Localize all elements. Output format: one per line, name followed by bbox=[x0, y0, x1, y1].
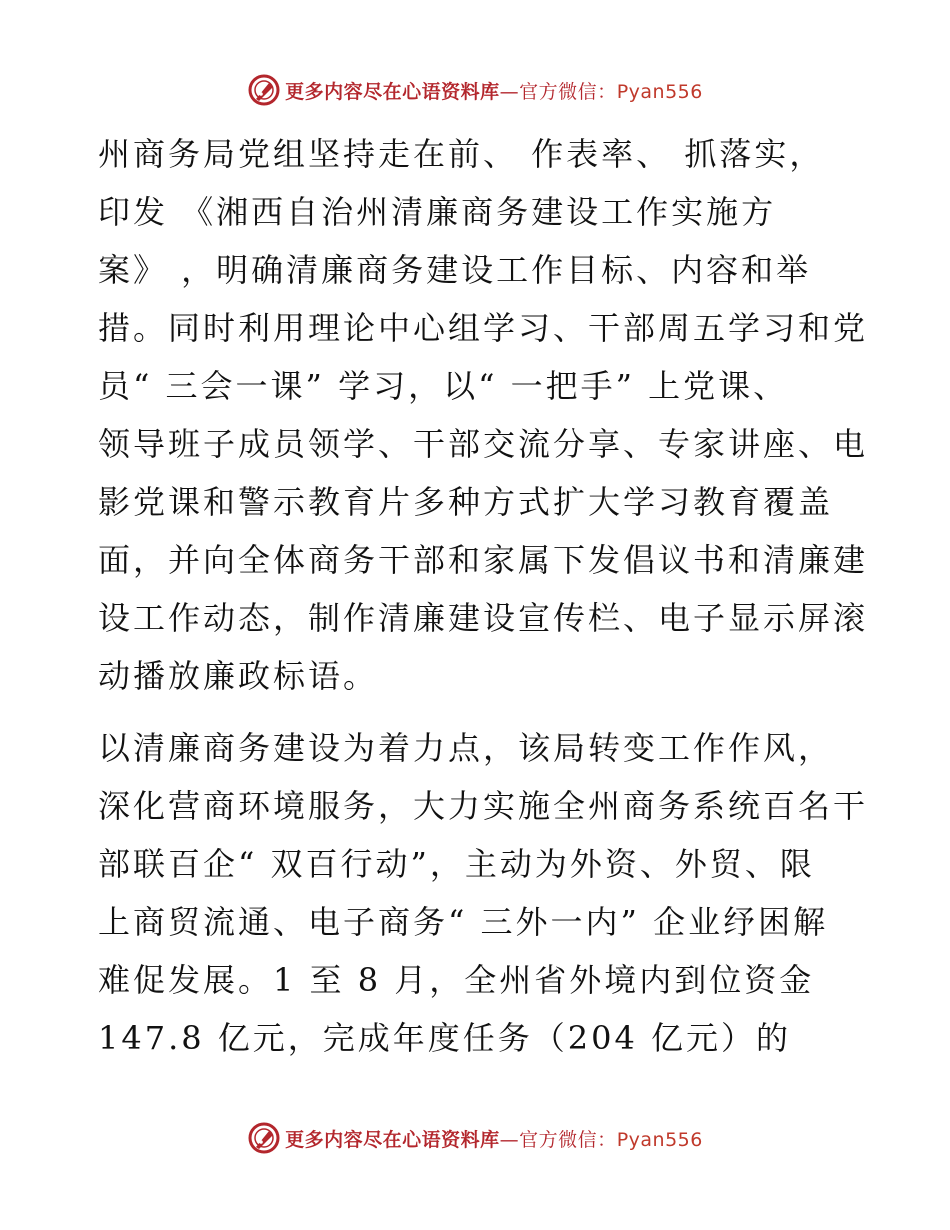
text-line: 案》 ，明确清廉商务建设工作目标、内容和举 bbox=[98, 251, 812, 289]
text-line: 以清廉商务建设为着力点，该局转变工作作风， bbox=[98, 729, 834, 767]
header-watermark bbox=[0, 70, 950, 110]
watermark-main: 更多内容尽在心语资料库 bbox=[285, 80, 500, 103]
paragraph-gap bbox=[98, 705, 858, 719]
text-line: 动播放廉政标语。 bbox=[98, 657, 379, 695]
watermark-id: Pyan556 bbox=[616, 1128, 703, 1151]
footer-watermark bbox=[0, 1118, 950, 1158]
text-line: 设工作动态，制作清廉建设宣传栏、电子显示屏滚 bbox=[98, 599, 869, 637]
text-line: 难促发展。1 至 8 月，全州省外境内到位资金 bbox=[98, 961, 815, 999]
watermark-text bbox=[285, 1125, 703, 1152]
watermark-separator: — bbox=[499, 80, 520, 103]
text-line: 147.8 亿元，完成年度任务（204 亿元）的 bbox=[98, 1019, 792, 1057]
text-line: 印发 《湘西自治州清廉商务建设工作实施方 bbox=[98, 193, 777, 231]
text-line: 影党课和警示教育片多种方式扩大学习教育覆盖 bbox=[98, 483, 834, 521]
text-line: 领导班子成员领学、干部交流分享、专家讲座、电 bbox=[98, 425, 869, 463]
text-line: 州商务局党组坚持走在前、 作表率、 抓落实， bbox=[98, 135, 825, 173]
pen-nib-circle-icon bbox=[247, 1121, 281, 1155]
text-line: 部联百企“ 双百行动”，主动为外资、外贸、限 bbox=[98, 845, 815, 883]
document-body bbox=[98, 125, 869, 1067]
watermark-main: 更多内容尽在心语资料库 bbox=[285, 1128, 500, 1151]
watermark-separator: — bbox=[499, 1128, 520, 1151]
text-line: 面，并向全体商务干部和家属下发倡议书和清廉建 bbox=[98, 541, 869, 579]
pen-nib-circle-icon bbox=[247, 73, 281, 107]
paragraph-1 bbox=[98, 125, 869, 705]
text-line: 上商贸流通、电子商务“ 三外一内” 企业纾困解 bbox=[98, 903, 829, 941]
watermark-id: Pyan556 bbox=[616, 80, 703, 103]
text-line: 措。同时利用理论中心组学习、干部周五学习和党 bbox=[98, 309, 869, 347]
watermark-contact: 官方微信： bbox=[519, 1128, 617, 1151]
text-line: 深化营商环境服务，大力实施全州商务系统百名干 bbox=[98, 787, 869, 825]
watermark-text bbox=[285, 77, 703, 104]
paragraph-2 bbox=[98, 719, 869, 1067]
text-line: 员“ 三会一课” 学习，以“ 一把手” 上党课、 bbox=[98, 367, 789, 405]
watermark-contact: 官方微信： bbox=[519, 80, 617, 103]
